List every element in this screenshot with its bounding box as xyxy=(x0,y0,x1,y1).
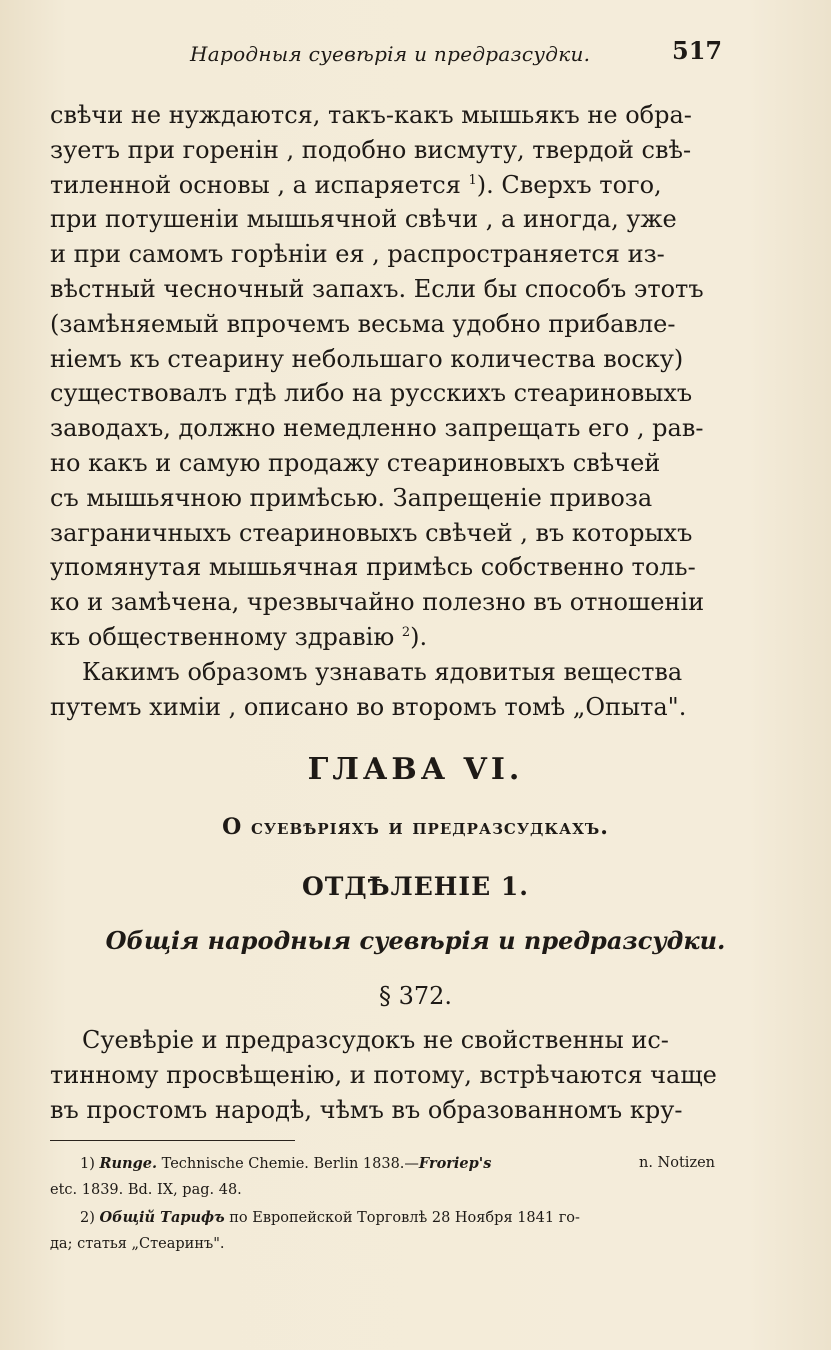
text-line: въ простомъ народѣ, чѣмъ въ образованномъ кру- xyxy=(50,1095,683,1124)
footnote-ref-2: 2 xyxy=(401,624,411,640)
page-number: 517 xyxy=(672,36,723,65)
text-line: заграничныхъ стеариновыхъ свѣчей , въ которыхъ xyxy=(50,518,693,547)
paragraph-number: § 372. xyxy=(378,982,453,1010)
paragraph-chemistry: Какимъ образомъ узнавать ядовитыя вещества xyxy=(82,657,683,686)
text-line: но какъ и самую продажу стеариновыхъ свѣчей xyxy=(50,448,661,477)
text-line: вѣстный чесночный запахъ. Если бы способъ этотъ xyxy=(50,274,704,303)
text-line: и при самомъ горѣніи ея , распространяется из- xyxy=(50,240,665,269)
footnote-1-cont: etc. 1839. Bd. IX, pag. 48. xyxy=(50,1182,242,1198)
text-line: ніемъ къ стеарину небольшаго количества воску) xyxy=(50,344,684,373)
text-line: тинному просвѣщенію, и потому, встрѣчаются чаще xyxy=(50,1060,717,1089)
footnotes xyxy=(50,1150,715,1258)
text-line: ко и замѣчена, чрезвычайно полезно въ отношеніи xyxy=(50,588,705,617)
chapter-subtitle: О суевѣріяхъ и предразсудкахъ. xyxy=(222,814,609,840)
text-line: тиленной основы , а испаряется $^1$). Сверхъ того, xyxy=(50,170,662,199)
text-line: зуетъ при горенін , подобно висмуту, твердой свѣ- xyxy=(50,135,692,164)
text-line: свѣчи не нуждаются, такъ-какъ мышьякъ не обра- xyxy=(50,101,692,129)
text-line: съ мышьячною примѣсью. Запрещеніе привоза xyxy=(50,483,653,512)
footnote-1: 1) Runge. Technische Chemie. Berlin 1838.—Froriep's n. Notizen xyxy=(80,1155,715,1172)
section-subtitle: Общія народныя суевѣрія и предразсудки. xyxy=(105,926,726,955)
paragraph-superstition xyxy=(50,1023,715,1127)
text-line: (замѣняемый впрочемъ весьма удобно прибавле- xyxy=(50,309,676,338)
chapter-title: ГЛАВА VI. xyxy=(307,752,524,787)
text-line: къ общественному здравію $^2$). xyxy=(50,622,428,651)
footnote-divider xyxy=(50,1140,295,1141)
running-head: Народныя суевѣрія и предразсудки. xyxy=(190,42,591,66)
paragraph-candles xyxy=(50,98,715,724)
footnote-2-cont: да; статья „Стеаринъ". xyxy=(50,1236,225,1252)
footnote-2: 2) Общій Тарифъ по Европейской Торговлѣ 28 Ноября 1841 го- xyxy=(80,1209,580,1226)
text-line: существовалъ гдѣ либо на русскихъ стеариновыхъ xyxy=(50,379,693,408)
text-line: Суевѣріе и предразсудокъ не свойственны ис- xyxy=(82,1026,669,1054)
text-line: путемъ химіи , описано во второмъ томѣ „Опыта". xyxy=(50,692,687,721)
text-line: при потушеніи мышьячной свѣчи , а иногда, уже xyxy=(50,205,677,234)
text-line: упомянутая мышьячная примѣсь собственно толь- xyxy=(50,553,696,582)
section-title: ОТДѢЛЕНІЕ 1. xyxy=(302,872,529,901)
text-line: заводахъ, должно немедленно запрещать его , рав- xyxy=(50,414,704,443)
footnote-ref-1: 1 xyxy=(468,172,477,188)
